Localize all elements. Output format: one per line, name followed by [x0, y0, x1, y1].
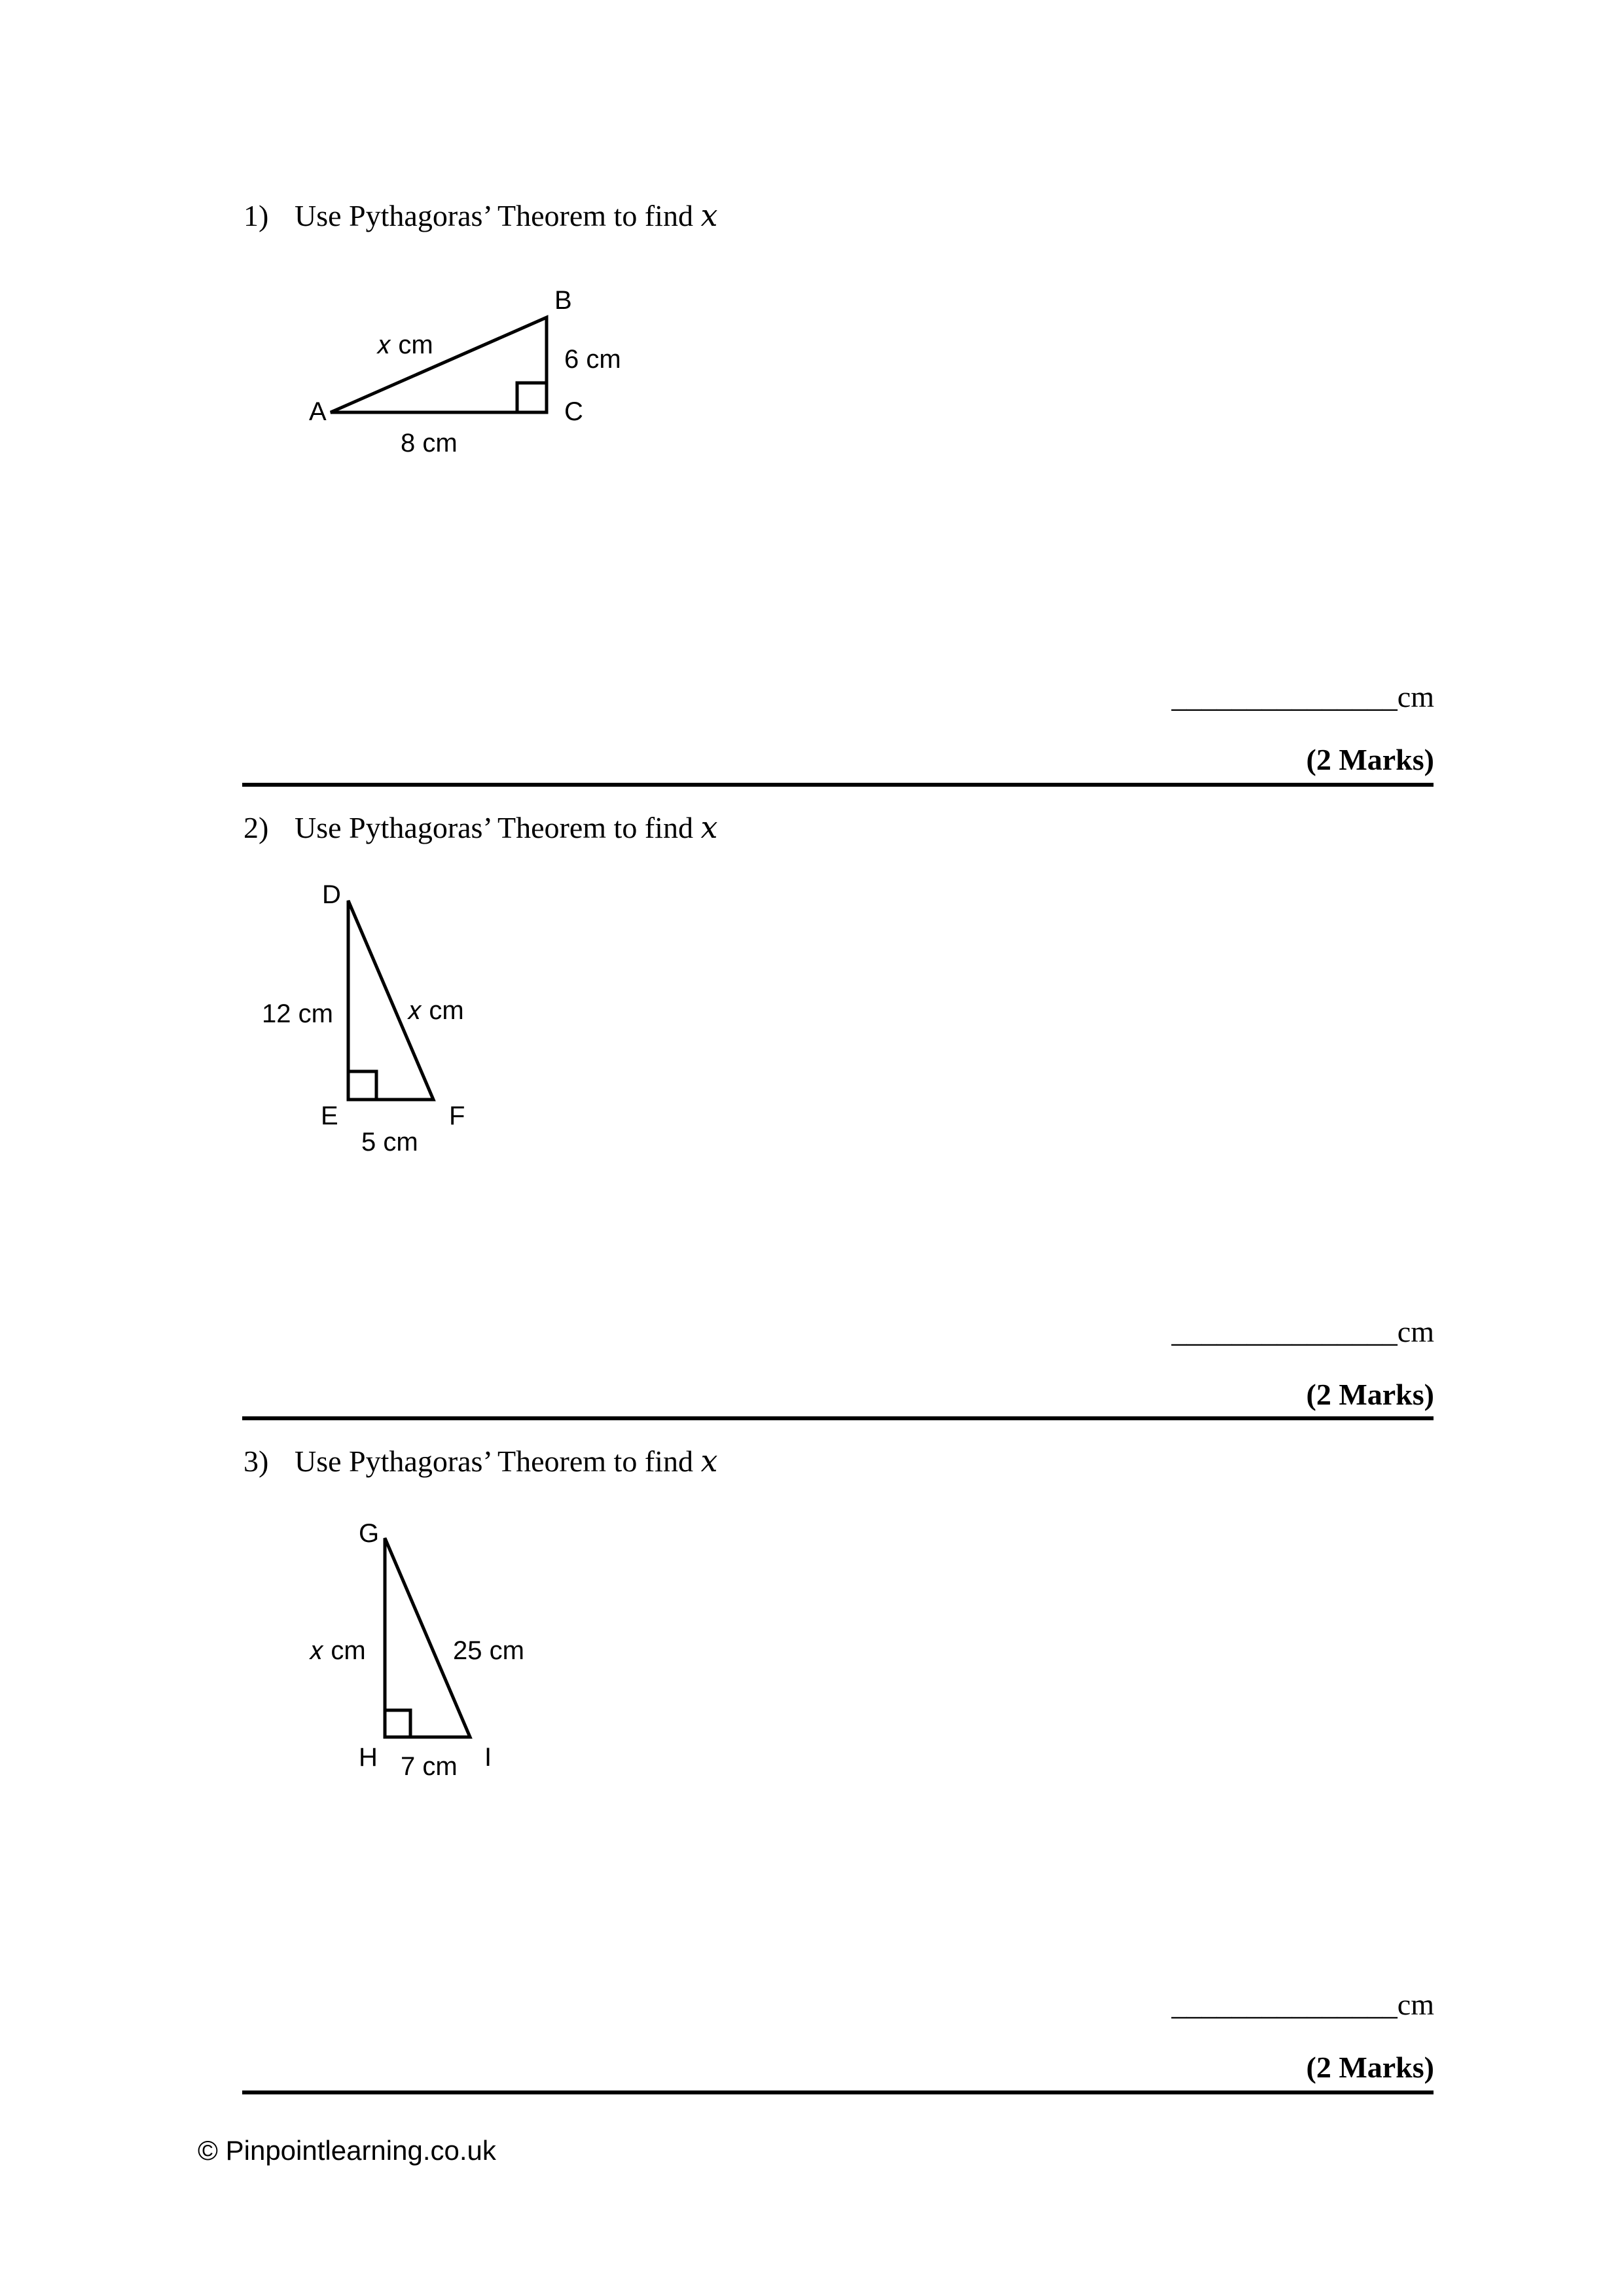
question-1-answer-blank: _______________	[1171, 680, 1398, 713]
side-ab-unit: cm	[391, 331, 433, 359]
vertex-f-label: F	[449, 1102, 465, 1130]
question-2-marks: (2 Marks)	[1306, 1378, 1434, 1411]
vertex-a-label: A	[309, 397, 327, 426]
side-hi-label: 7 cm	[401, 1752, 458, 1781]
side-ef-label: 5 cm	[361, 1128, 418, 1157]
question-3-answer-unit: cm	[1397, 1988, 1434, 2021]
vertex-e-label: E	[321, 1102, 338, 1130]
question-3-variable: 𝑥	[700, 1443, 718, 1479]
question-2-answer-blank: _______________	[1171, 1315, 1398, 1348]
vertex-h-label: H	[359, 1743, 378, 1772]
question-1-number: 1)	[244, 199, 269, 232]
vertex-g-label: G	[359, 1519, 380, 1548]
question-1-answer-unit: cm	[1397, 680, 1434, 713]
side-gh-unit: cm	[323, 1636, 366, 1665]
question-1-text: Use Pythagoras’ Theorem to find	[295, 199, 693, 232]
vertex-c-label: C	[564, 397, 583, 426]
question-3-text: Use Pythagoras’ Theorem to find	[295, 1444, 693, 1478]
question-3-marks: (2 Marks)	[1306, 2051, 1434, 2084]
vertex-d-label: D	[322, 880, 341, 909]
vertex-i-label: I	[484, 1743, 492, 1772]
question-3-number: 3)	[244, 1444, 269, 1478]
side-de-label: 12 cm	[262, 999, 333, 1028]
question-1-marks: (2 Marks)	[1306, 743, 1434, 776]
question-3-answer-line[interactable]	[1172, 1987, 1434, 2022]
side-df-unit: cm	[422, 996, 464, 1025]
question-2-variable: 𝑥	[700, 810, 718, 845]
side-bc-label: 6 cm	[564, 345, 621, 374]
side-gh-variable: 𝑥	[309, 1636, 324, 1665]
question-3-answer-blank: _______________	[1171, 1988, 1398, 2021]
side-ab-variable: 𝑥	[376, 331, 391, 359]
copyright-footer: © Pinpointlearning.co.uk	[198, 2135, 496, 2166]
side-df-variable: 𝑥	[407, 996, 422, 1025]
question-2-text: Use Pythagoras’ Theorem to find	[295, 811, 693, 844]
question-3-divider	[242, 2090, 1434, 2094]
side-ac-label: 8 cm	[401, 429, 458, 457]
side-gi-label: 25 cm	[453, 1636, 524, 1665]
question-1-variable: 𝑥	[700, 198, 718, 233]
question-2-answer-unit: cm	[1397, 1315, 1434, 1348]
question-2-number: 2)	[244, 811, 269, 844]
side-gh-label	[309, 1636, 366, 1665]
right-angle-marker-h	[385, 1710, 410, 1737]
vertex-b-label: B	[554, 286, 572, 315]
